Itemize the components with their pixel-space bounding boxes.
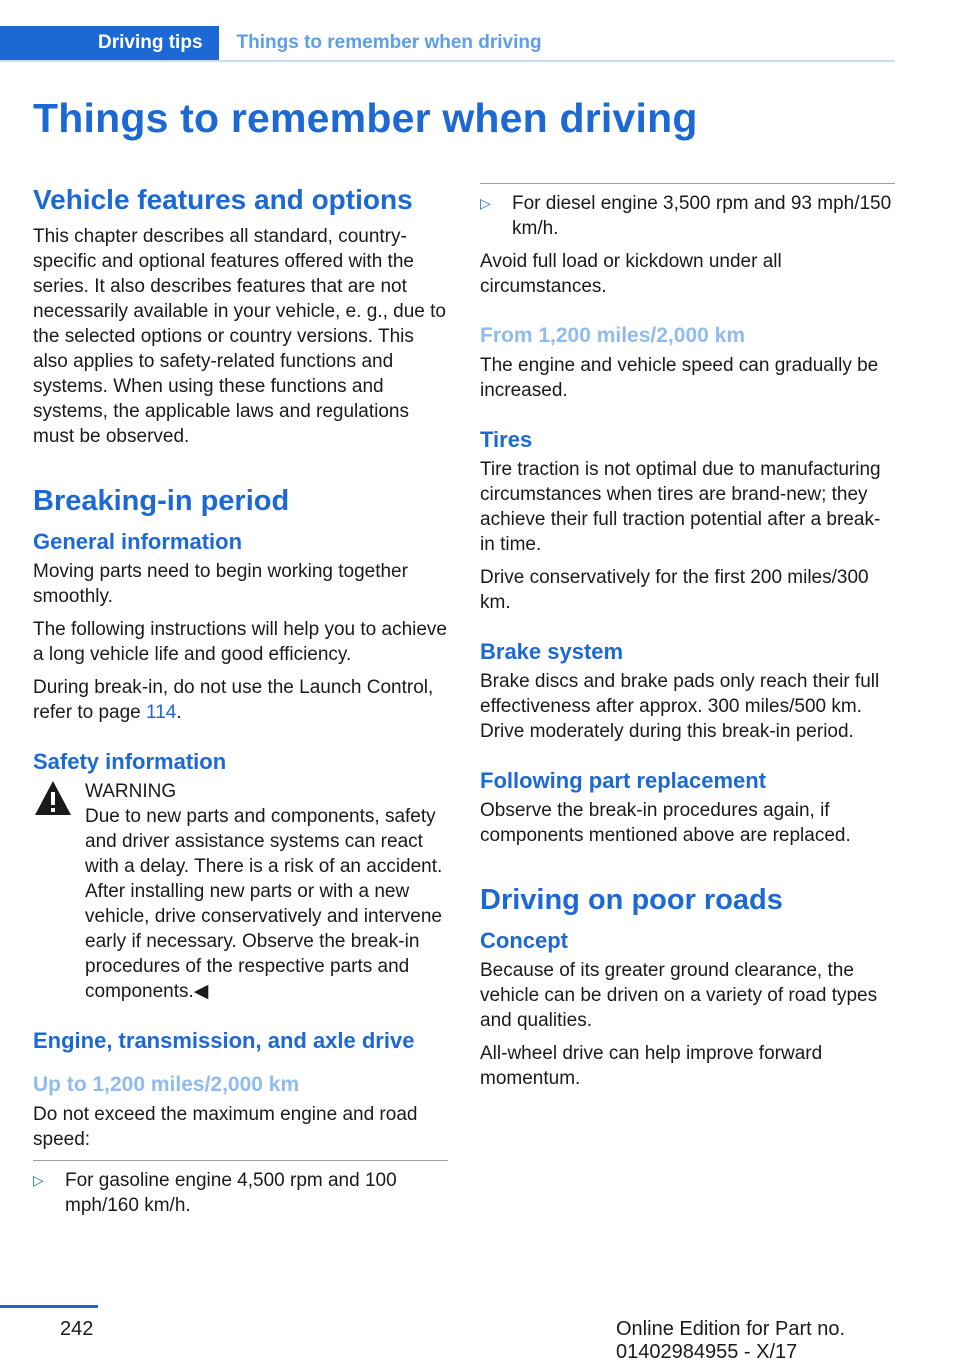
page-reference-link[interactable]: 114 (146, 702, 177, 723)
list-item-text: For diesel engine 3,500 rpm and 93 mph/150 km/h. (512, 193, 892, 239)
warning-text-wrap (33, 804, 448, 1004)
list-item-text: For gasoline engine 4,500 rpm and 100 mph/160 km/h. (65, 1170, 397, 1216)
heading-up-to-1200: Up to 1,200 miles/2,000 km (33, 1073, 300, 1096)
running-header (0, 26, 542, 60)
page-number: 242 (60, 1318, 94, 1340)
from-1200-text: The engine and vehicle speed can gradually be increased. (480, 355, 879, 401)
footer-divider (0, 1305, 98, 1308)
heading-general-information: General information (33, 529, 243, 554)
triangle-right-icon: ▷ (480, 195, 491, 211)
heading-concept: Concept (480, 928, 568, 953)
heading-safety-information: Safety information (33, 749, 227, 774)
bullet-divider (480, 183, 895, 184)
general-paragraph-3 (33, 675, 448, 725)
triangle-right-icon: ▷ (33, 1172, 44, 1188)
heading-engine-transmission: Engine, transmission, and axle drive (33, 1028, 415, 1053)
tires-paragraph-2: Drive conservatively for the first 200 miles/300 km. (480, 567, 869, 613)
avoid-full-load-text: Avoid full load or kickdown under all circumstances. (480, 251, 782, 297)
right-column (480, 180, 895, 1099)
heading-driving-poor-roads: Driving on poor roads (480, 884, 783, 916)
list-item-diesel (480, 191, 895, 241)
header-page-title[interactable]: Things to remember when driving (236, 32, 542, 53)
heading-from-1200: From 1,200 miles/2,000 km (480, 324, 745, 347)
list-item-gasoline (33, 1168, 448, 1218)
general-paragraph-3-text: During break-in, do not use the Launch Control, refer to page (33, 677, 434, 723)
page-title: Things to remember when driving (33, 95, 698, 141)
bullet-divider (33, 1160, 448, 1161)
heading-tires: Tires (480, 427, 533, 452)
general-paragraph-2: The following instructions will help you to achieve a long vehicle life and good efficiency. (33, 619, 447, 665)
tires-paragraph-1: Tire traction is not optimal due to manufacturing circumstances when tires are brand-new; they achieve their full traction potential after a break-in time. (480, 459, 881, 555)
left-column (33, 180, 448, 1226)
warning-triangle-icon (33, 779, 73, 817)
warning-box (33, 779, 448, 1004)
heading-breakin-period: Breaking-in period (33, 485, 290, 517)
edition-info: Online Edition for Part no. 01402984955 - X/17 (616, 1318, 846, 1363)
warning-text: Due to new parts and components, safety and driver assistance systems can react with a delay. There is a risk of an accident. After installing new parts or with a new vehicle, drive conservatively and intervene early if necessary. Observe the break-in procedures of the respective parts and components.◀ (85, 806, 443, 1002)
vehicle-features-text: This chapter describes all standard, country-specific and optional features offered with the series. It also describes features that are not necessarily available in your vehicle, e. g., due to the selected options or country versions. This also applies to safety-related functions and systems. When using these functions and systems, the applicable laws and regulations must be observed. (33, 226, 446, 447)
header-divider (0, 60, 895, 62)
concept-paragraph-2: All-wheel drive can help improve forward momentum. (480, 1043, 823, 1089)
warning-title: WARNING (85, 781, 177, 802)
general-paragraph-3-end: . (176, 702, 182, 723)
header-section-tab[interactable]: Driving tips (0, 26, 219, 60)
brake-system-text: Brake discs and brake pads only reach their full effectiveness after approx. 300 miles/500 km. Drive moderately during this break-in period. (480, 671, 880, 742)
heading-vehicle-features: Vehicle features and options (33, 184, 413, 215)
following-part-replacement-text: Observe the break-in procedures again, if components mentioned above are replaced. (480, 800, 851, 846)
up-to-1200-text: Do not exceed the maximum engine and road speed: (33, 1104, 418, 1150)
general-paragraph-1: Moving parts need to begin working together smoothly. (33, 561, 408, 607)
heading-following-part-replacement: Following part replacement (480, 768, 767, 793)
concept-paragraph-1: Because of its greater ground clearance, the vehicle can be driven on a variety of road types and qualities. (480, 960, 878, 1031)
heading-brake-system: Brake system (480, 639, 624, 664)
